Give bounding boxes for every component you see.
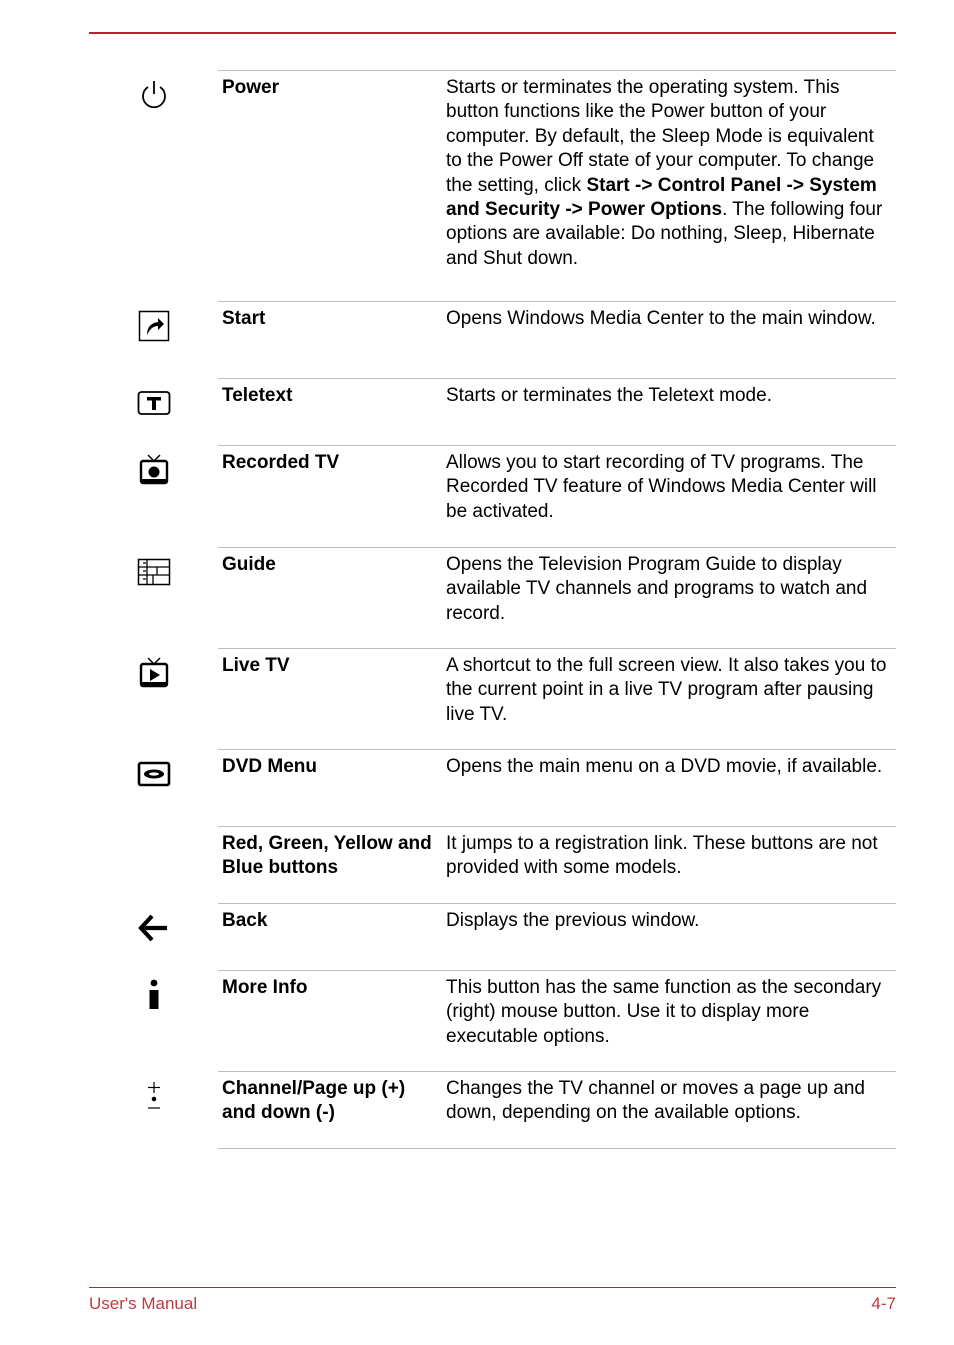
button-description [446,379,896,413]
button-description [446,750,896,784]
remote-buttons-table [218,70,896,1149]
footer-rule [89,1287,896,1288]
table-row [218,302,896,379]
teletext-icon [134,383,174,423]
table-row [218,750,896,827]
recorded-tv-icon [134,450,174,490]
button-name: Start [222,308,266,329]
description-text: Starts or terminates the Teletext mode. [446,385,772,406]
channel-up-down-icon [134,1076,174,1116]
button-description [446,548,896,631]
start-icon [134,306,174,346]
table-row [218,827,896,904]
button-description [446,971,896,1054]
button-name: Live TV [222,655,290,676]
live-tv-icon [134,653,174,693]
info-icon [134,975,174,1015]
table-row [218,971,896,1072]
button-description [446,302,896,336]
button-name: Back [222,910,268,931]
button-description [446,1072,896,1131]
button-name: More Info [222,977,308,998]
table-row [218,1072,896,1149]
table-row [218,904,896,971]
table-row [218,446,896,548]
description-text: Changes the TV channel or moves a page up and down, depending on the available options. [446,1078,865,1124]
button-name: DVD Menu [222,756,317,777]
description-text: Opens the Television Program Guide to display available TV channels and programs to watch and record. [446,554,868,624]
button-description [446,649,896,732]
table-row [218,649,896,750]
description-text: This button has the same function as the secondary (right) mouse button. Use it to display more executable options. [446,977,882,1047]
table-row [218,548,896,649]
dvd-menu-icon [134,754,174,794]
button-name: Recorded TV [222,452,340,473]
button-name: Teletext [222,385,293,406]
button-name: Channel/Page up (+) and down (-) [222,1078,406,1124]
description-text: A shortcut to the full screen view. It also takes you to the current point in a live TV program after pausing live TV. [446,655,887,725]
back-arrow-icon [134,908,174,948]
description-text: Allows you to start recording of TV programs. The Recorded TV feature of Windows Media Center will be activated. [446,452,877,522]
button-description [446,827,896,886]
button-description [446,904,896,938]
button-description [446,71,896,276]
description-text: Opens the main menu on a DVD movie, if available. [446,756,883,777]
table-row [218,379,896,446]
table-row [218,71,896,302]
menu-path: Start -> Control Panel -> System and Security -> Power Options [446,174,877,221]
description-text: . The following four options are available: Do nothing, Sleep, Hibernate and Shut down. [446,199,883,269]
description-text: Opens Windows Media Center to the main window. [446,308,876,329]
button-name: Guide [222,554,276,575]
description-text: Starts or terminates the operating system. This button functions like the Power button of your computer. By default, the Sleep Mode is equivalent to the Power Off state of your computer. To change the setting, click [446,77,875,196]
button-description [446,446,896,529]
footer-page-number: 4-7 [871,1294,896,1313]
description-text: It jumps to a registration link. These buttons are not provided with some models. [446,833,878,879]
button-name: Red, Green, Yellow and Blue buttons [222,833,432,879]
header-rule [89,32,896,34]
guide-icon [134,552,174,592]
footer-manual-label: User's Manual [89,1294,198,1313]
description-text: Displays the previous window. [446,910,700,931]
power-icon [134,75,174,115]
button-name: Power [222,77,280,98]
